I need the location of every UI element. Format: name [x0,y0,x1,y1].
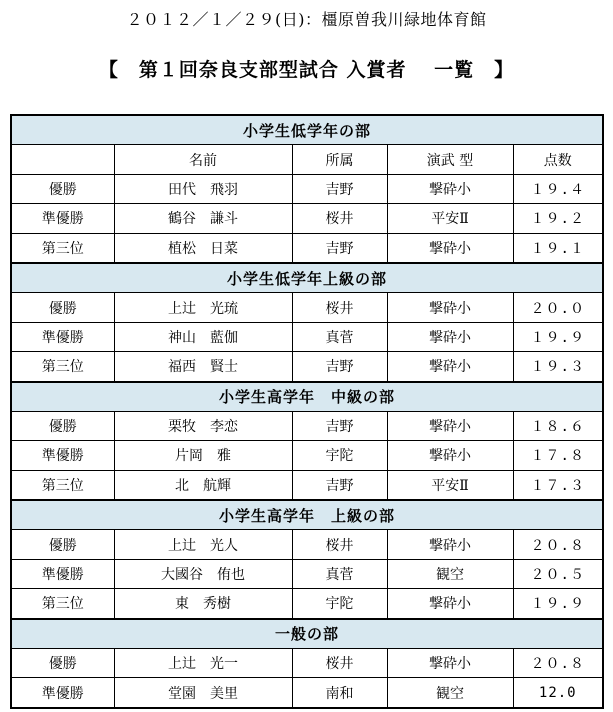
cell-name: 植松 日菜 [114,233,292,263]
cell-name: 福西 賢士 [114,352,292,382]
cell-kata: 撃砕小 [387,352,513,382]
cell-score: １９.９ [513,322,603,351]
cell-name: 田代 飛羽 [114,174,292,203]
cell-place: 優勝 [11,530,114,559]
cell-score: １８.６ [513,411,603,440]
cell-name: 鶴谷 謙斗 [114,204,292,233]
table-row [11,204,603,233]
results-table [10,114,604,709]
column-header-score: 点数 [513,145,603,174]
cell-place: 準優勝 [11,322,114,351]
cell-place: 準優勝 [11,559,114,588]
table-row [11,559,603,588]
results-body [11,115,603,708]
cell-kata: 平安Ⅱ [387,204,513,233]
column-header-kata: 演武 型 [387,145,513,174]
column-header-affiliation: 所属 [292,145,387,174]
cell-kata: 撃砕小 [387,530,513,559]
cell-score: １９.４ [513,174,603,203]
column-header-row [11,145,603,174]
table-row [11,352,603,382]
cell-place: 第三位 [11,233,114,263]
cell-name: 片岡 雅 [114,441,292,470]
section-title: 小学生低学年の部 [11,115,603,145]
cell-name: 栗牧 李恋 [114,411,292,440]
cell-kata: 観空 [387,678,513,708]
section-header-row [11,115,603,145]
cell-kata: 撃砕小 [387,322,513,351]
cell-score: １９.１ [513,233,603,263]
table-row [11,322,603,351]
section-title: 小学生高学年 上級の部 [11,500,603,530]
cell-name: 上辻 光人 [114,530,292,559]
table-row [11,174,603,203]
cell-score: １９.９ [513,589,603,619]
cell-score: ２０.８ [513,530,603,559]
table-row [11,441,603,470]
cell-name: 大國谷 侑也 [114,559,292,588]
section-title: 小学生高学年 中級の部 [11,382,603,412]
cell-name: 北 航輝 [114,470,292,500]
cell-kata: 観空 [387,559,513,588]
cell-place: 優勝 [11,411,114,440]
cell-place: 第三位 [11,352,114,382]
cell-name: 堂園 美里 [114,678,292,708]
cell-name: 東 秀樹 [114,589,292,619]
section-header-row [11,382,603,412]
cell-affiliation: 吉野 [292,352,387,382]
cell-kata: 撃砕小 [387,233,513,263]
cell-affiliation: 南和 [292,678,387,708]
cell-affiliation: 吉野 [292,233,387,263]
table-row [11,233,603,263]
cell-score: ２０.５ [513,559,603,588]
document-title: 【 第１回奈良支部型試合 入賞者 一覧 】 [98,59,515,81]
cell-score: １７.８ [513,441,603,470]
cell-kata: 撃砕小 [387,589,513,619]
cell-kata: 撃砕小 [387,174,513,203]
cell-name: 上辻 光琉 [114,293,292,322]
cell-affiliation: 桜井 [292,649,387,678]
cell-kata: 撃砕小 [387,441,513,470]
section-title: 一般の部 [11,619,603,649]
cell-affiliation: 真菅 [292,559,387,588]
cell-affiliation: 吉野 [292,411,387,440]
cell-affiliation: 宇陀 [292,441,387,470]
table-row [11,293,603,322]
section-header-row [11,619,603,649]
cell-name: 神山 藍伽 [114,322,292,351]
table-row [11,589,603,619]
cell-place: 優勝 [11,174,114,203]
table-row [11,470,603,500]
cell-affiliation: 吉野 [292,174,387,203]
cell-affiliation: 宇陀 [292,589,387,619]
section-title: 小学生低学年上級の部 [11,263,603,293]
cell-affiliation: 真菅 [292,322,387,351]
cell-place: 準優勝 [11,204,114,233]
table-row [11,530,603,559]
cell-place: 第三位 [11,470,114,500]
cell-affiliation: 桜井 [292,204,387,233]
cell-place: 第三位 [11,589,114,619]
column-header-name: 名前 [114,145,292,174]
section-header-row [11,263,603,293]
cell-place: 優勝 [11,293,114,322]
section-header-row [11,500,603,530]
cell-affiliation: 桜井 [292,530,387,559]
cell-name: 上辻 光一 [114,649,292,678]
table-row [11,678,603,708]
cell-affiliation: 吉野 [292,470,387,500]
cell-score: 12.0 [513,678,603,708]
table-row [11,649,603,678]
cell-affiliation: 桜井 [292,293,387,322]
cell-score: １７.３ [513,470,603,500]
column-header-place [11,145,114,174]
cell-place: 準優勝 [11,678,114,708]
cell-kata: 撃砕小 [387,649,513,678]
cell-kata: 撃砕小 [387,293,513,322]
cell-place: 準優勝 [11,441,114,470]
table-row [11,411,603,440]
cell-score: １９.３ [513,352,603,382]
cell-score: １９.２ [513,204,603,233]
event-date-venue: ２０１２／１／２９(日)：橿原曽我川緑地体育館 [126,10,487,29]
cell-score: ２０.８ [513,649,603,678]
cell-kata: 平安Ⅱ [387,470,513,500]
cell-score: ２０.０ [513,293,603,322]
cell-place: 優勝 [11,649,114,678]
cell-kata: 撃砕小 [387,411,513,440]
